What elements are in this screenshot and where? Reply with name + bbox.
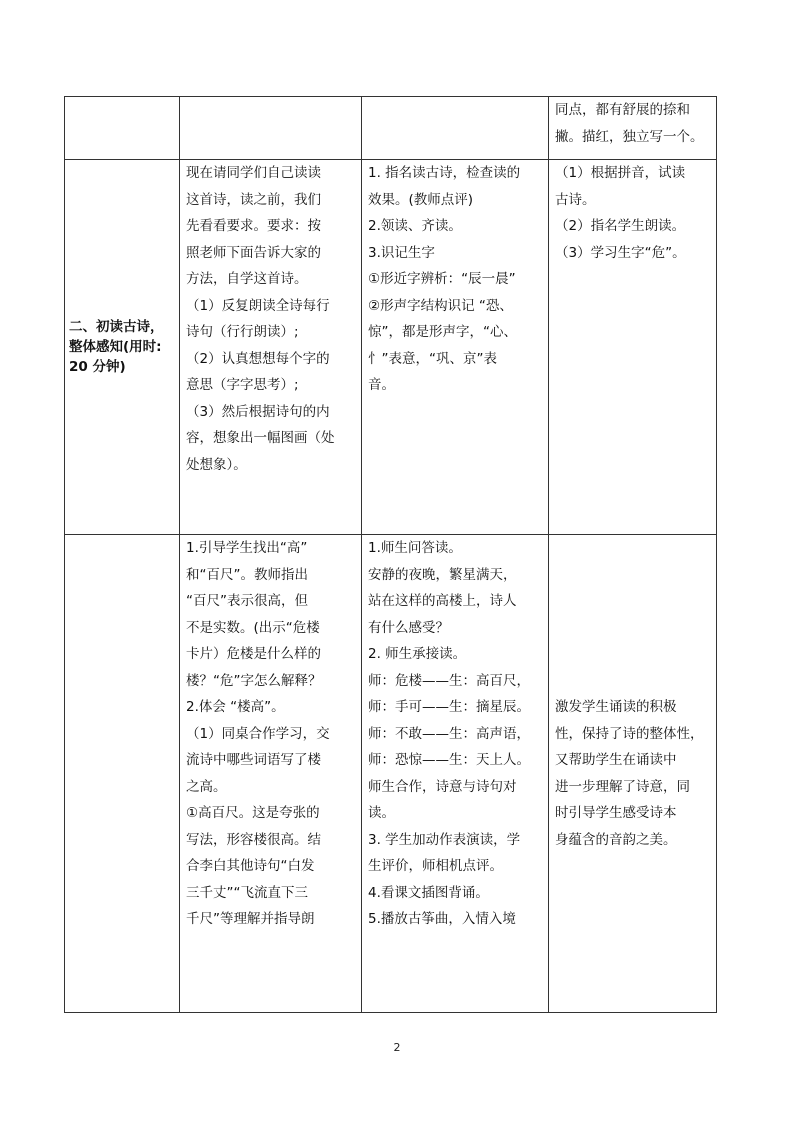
page-number: 2 — [393, 1041, 401, 1054]
student-activity-cell — [362, 97, 549, 160]
text-line: 师：危楼——生：高百尺， — [368, 672, 530, 689]
text-line: 20 分钟) — [69, 359, 126, 375]
text-line: 师：恐惊——生：天上人。 — [368, 752, 530, 768]
text-line: （1）同桌合作学习，交 — [186, 725, 330, 742]
text-line: 5.播放古筝曲，入情入境 — [368, 911, 516, 927]
text-line: 写法，形容楼很高。结 — [186, 831, 321, 848]
text-line: ①形近字辨析：“辰一晨” — [368, 271, 516, 287]
text-line: 站在这样的高楼上，诗人 — [368, 593, 517, 609]
text-line: 和“百尺”。教师指出 — [186, 566, 308, 583]
text-line: 2.领读、齐读。 — [368, 218, 462, 234]
design-intent-cell — [549, 535, 717, 1013]
text-line: 同点，都有舒展的捺和 — [555, 102, 690, 118]
lesson-plan-table — [64, 96, 717, 1013]
text-line: 处想象）。 — [186, 456, 247, 473]
text-line: 生评价，师相机点评。 — [368, 858, 503, 874]
text-line: 身蕴含的音韵之美。 — [555, 831, 677, 848]
text-line: 古诗。 — [555, 191, 596, 208]
text-line: 流诗中哪些词语写了楼 — [186, 752, 321, 768]
design-intent-cell — [549, 97, 717, 160]
text-line: 1. 指名读古诗，检查读的 — [368, 165, 521, 181]
text-line: （3）学习生字“危”。 — [555, 244, 686, 261]
text-line: 撇。描红，独立写一个。 — [555, 128, 704, 145]
text-line: 师生合作，诗意与诗句对 — [368, 778, 517, 795]
design-intent-cell — [549, 160, 717, 535]
text-line: 师：不敢——生：高声语， — [368, 725, 530, 742]
text-line: 1.引导学生找出“高” — [186, 540, 308, 556]
text-line: 3. 学生加动作表演读，学 — [368, 831, 521, 848]
text-line: 4.看课文插图背诵。 — [368, 884, 489, 901]
teacher-activity-cell — [180, 97, 362, 160]
text-line: 激发学生诵读的积极 — [555, 699, 677, 715]
text-line: 3.识记生字 — [368, 244, 435, 261]
table-row — [65, 535, 717, 1013]
text-line: 效果。(教师点评) — [368, 191, 474, 208]
text-line: 千尺”等理解并指导朗 — [186, 911, 315, 927]
teacher-activity-cell — [180, 160, 362, 535]
text-line: （1）反复朗读全诗每行 — [186, 297, 330, 314]
text-line: 整体感知(用时: — [69, 339, 162, 355]
text-line: 容，想象出一幅图画（处 — [186, 430, 335, 446]
text-line: 不是实数。(出示“危楼 — [186, 619, 320, 636]
text-line: 卡片）危楼是什么样的 — [186, 646, 321, 662]
text-line: （1）根据拼音，试读 — [555, 165, 686, 181]
text-line: 这首诗，读之前，我们 — [186, 191, 321, 208]
text-line: 时引导学生感受诗本 — [555, 805, 677, 821]
text-line: （3）然后根据诗句的内 — [186, 403, 330, 420]
text-line: 楼？“危”字怎么解释？ — [186, 672, 322, 689]
table-row — [65, 160, 717, 535]
text-line: 读。 — [368, 805, 395, 821]
text-line: 又帮助学生在诵读中 — [555, 752, 677, 768]
text-line: 诗句（行行朗读）; — [186, 324, 299, 340]
stage-cell — [65, 97, 180, 160]
text-line: 安静的夜晚，繁星满天， — [368, 566, 517, 583]
text-line: 2. 师生承接读。 — [368, 646, 467, 662]
student-activity-cell — [362, 160, 549, 535]
text-line: 2.体会 “楼高”。 — [186, 699, 285, 715]
text-line: 现在请同学们自己读读 — [186, 165, 321, 181]
text-line: 方法，自学这首诗。 — [186, 271, 308, 287]
text-line: 性，保持了诗的整体性， — [555, 725, 704, 742]
teacher-activity-cell — [180, 535, 362, 1013]
text-line: 照老师下面告诉大家的 — [186, 244, 321, 261]
text-line: （2）指名学生朗读。 — [555, 218, 686, 234]
student-activity-cell — [362, 535, 549, 1013]
text-line: 合李白其他诗句“白发 — [186, 858, 315, 874]
text-line: 进一步理解了诗意，同 — [555, 778, 690, 795]
stage-cell — [65, 535, 180, 1013]
table-row — [65, 97, 717, 160]
text-line: 意思（字字思考）; — [186, 377, 299, 393]
text-line: 忄”表意，“巩、京”表 — [368, 350, 497, 367]
text-line: 师：手可——生：摘星辰。 — [368, 699, 530, 715]
text-line: ①高百尺。这是夸张的 — [186, 805, 320, 821]
text-line: “百尺”表示很高，但 — [186, 593, 308, 609]
text-line: 之高。 — [186, 778, 227, 795]
text-line: ②形声字结构识记 “恐、 — [368, 297, 513, 314]
text-line: 音。 — [368, 377, 395, 393]
text-line: 先看看要求。要求：按 — [186, 218, 321, 234]
text-line: 惊”，都是形声字，“心、 — [368, 324, 517, 340]
text-line: 1.师生问答读。 — [368, 540, 462, 556]
text-line: 二、初读古诗， — [69, 319, 164, 335]
stage-cell — [65, 160, 180, 535]
text-line: 三千丈”“飞流直下三 — [186, 884, 308, 901]
text-line: 有什么感受？ — [368, 619, 449, 636]
text-line: （2）认真想想每个字的 — [186, 350, 330, 367]
